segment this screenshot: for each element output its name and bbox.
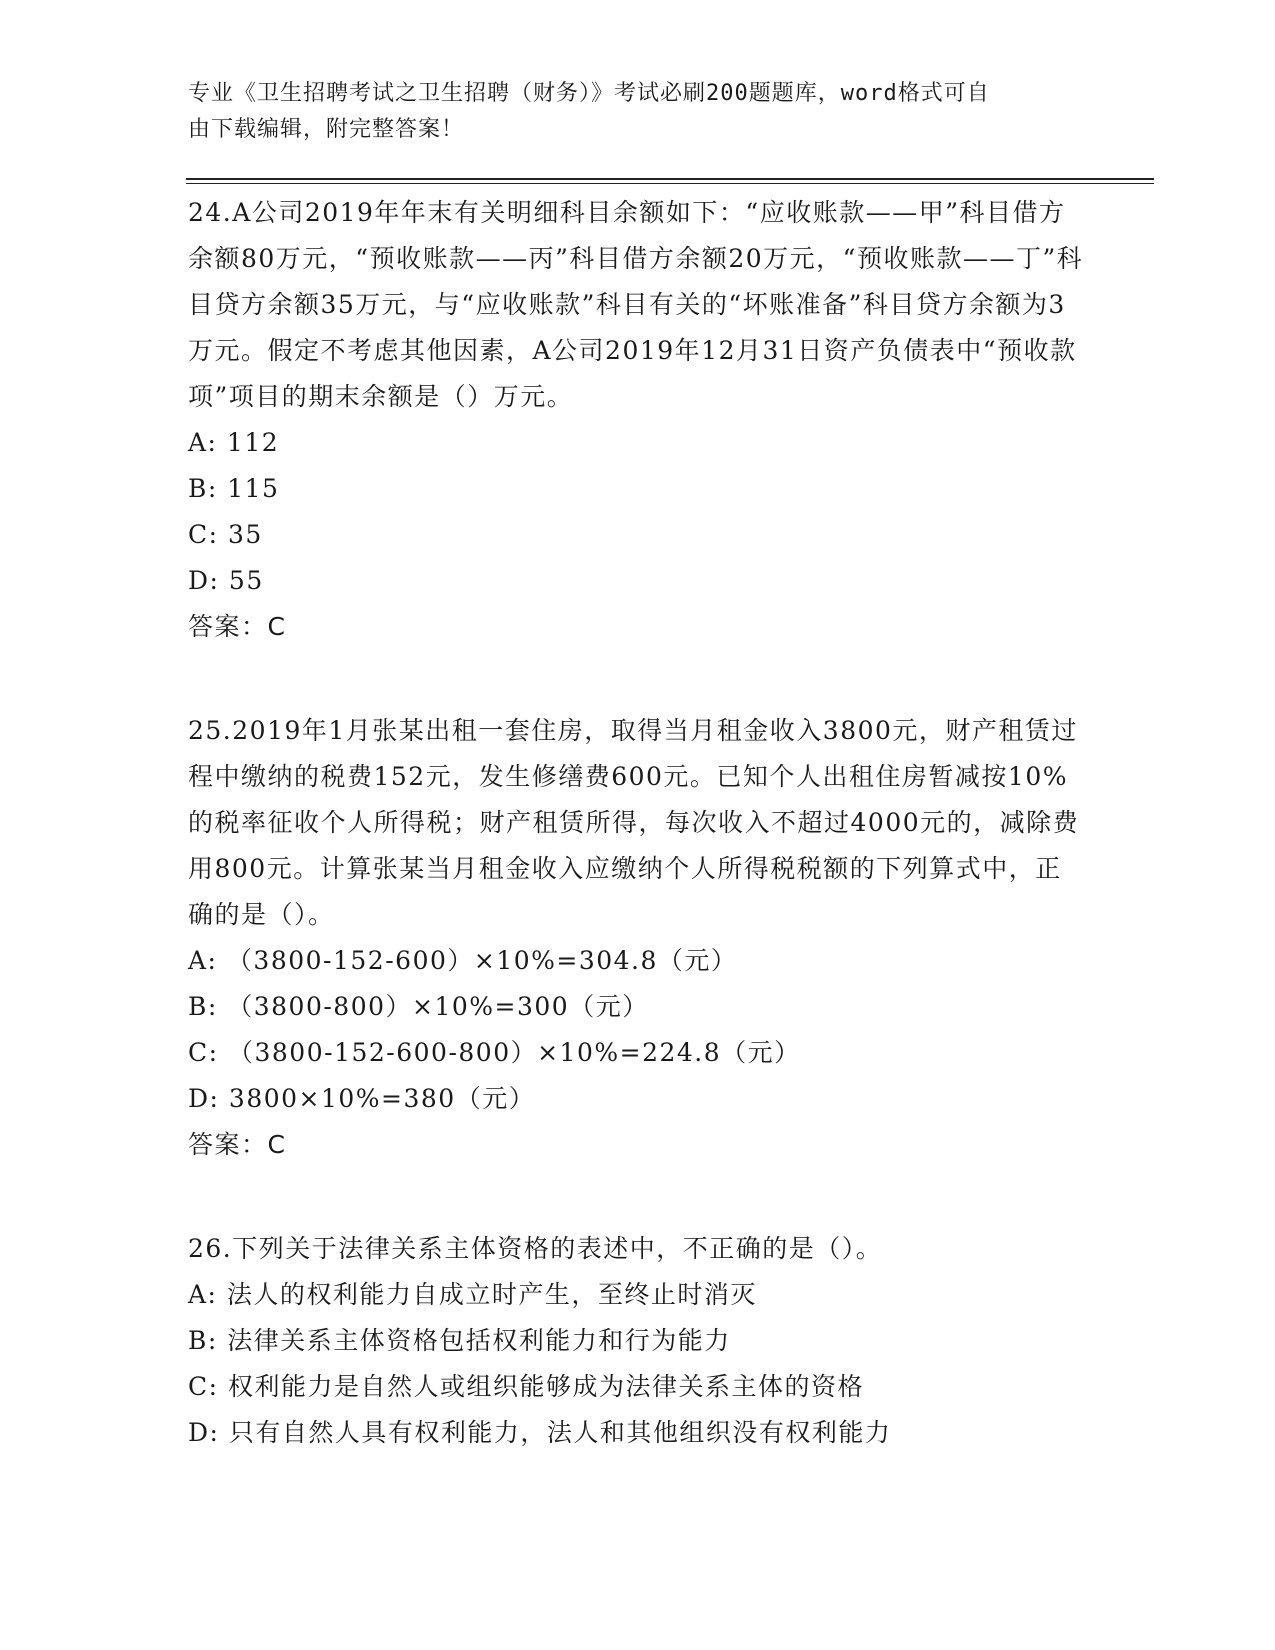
question-list [188,190,1088,1456]
header-line-2: 由下载编辑，附完整答案！ [188,117,465,142]
option-b: B: 法律关系主体资格包括权利能力和行为能力 [188,1326,731,1355]
answer: 答案：C [188,1130,287,1159]
option-a: A: 法人的权利能力自成立时产生，至终止时消灭 [188,1280,757,1309]
question-stem: 24.A公司2019年年末有关明细科目余额如下：“应收账款——甲”科目借方余额80万元，“预收账款——丙”科目借方余额20万元，“预收账款——丁”科目贷方余额35万元，与“应收账款”科目有关的“坏账准备”科目贷方余额为3万元。假定不考虑其他因素，A公司2019年12月31日资产负债表中“预收款项”项目的期末余额是（）万元。 [188,198,1084,411]
option-a: A: （3800-152-600）×10%=304.8（元） [188,946,738,975]
answer: 答案：C [188,612,287,641]
question-26 [188,1226,1088,1456]
header-rule-thin [186,183,1154,184]
option-d: D: 3800×10%=380（元） [188,1084,536,1113]
header-line-1: 专业《卫生招聘考试之卫生招聘（财务）》考试必刷200题题库，word格式可自 [188,81,990,106]
option-a: A: 112 [188,428,280,457]
question-stem: 26.下列关于法律关系主体资格的表述中，不正确的是（）。 [188,1234,883,1263]
option-d: D: 只有自然人具有权利能力，法人和其他组织没有权利能力 [188,1418,892,1447]
question-25 [188,708,1088,1168]
option-c: C: 权利能力是自然人或组织能够成为法律关系主体的资格 [188,1372,865,1401]
header-rule-thick [186,178,1154,180]
option-c: C: 35 [188,520,263,549]
question-24 [188,190,1088,650]
option-b: B: 115 [188,474,280,503]
option-b: B: （3800-800）×10%=300（元） [188,992,649,1021]
document-header [188,76,1068,148]
option-d: D: 55 [188,566,264,595]
option-c: C: （3800-152-600-800）×10%=224.8（元） [188,1038,801,1067]
question-stem: 25.2019年1月张某出租一套住房，取得当月租金收入3800元，财产租赁过程中缴纳的税费152元，发生修缮费600元。已知个人出租住房暂减按10%的税率征收个人所得税；财产租赁所得，每次收入不超过4000元的，减除费用800元。计算张某当月租金收入应缴纳个人所得税税额的下列算式中，正确的是（）。 [188,716,1080,929]
